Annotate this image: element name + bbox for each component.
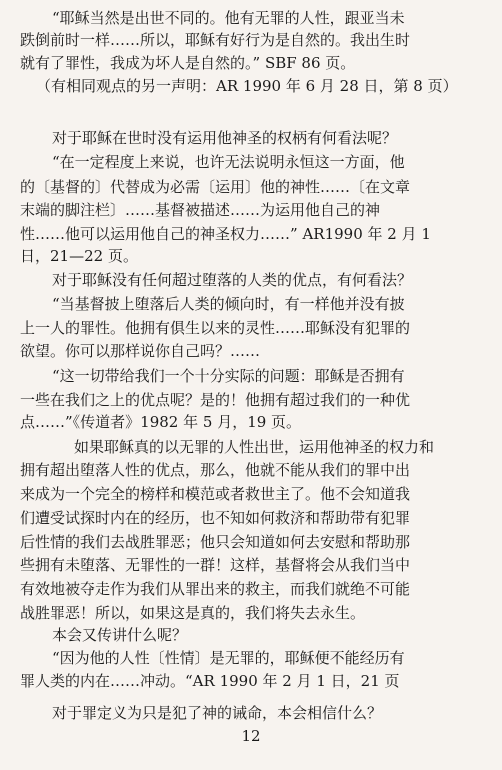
text-line: 些拥有未堕落、无罪性的一群！这样，基督将会从我们当中 bbox=[20, 556, 411, 574]
text-line: 就有了罪性，我成为坏人是自然的。” SBF 86 页。 bbox=[20, 54, 356, 72]
text-line: 的〔基督的〕代替成为必需〔运用〕他的神性……〔在文章 bbox=[20, 178, 411, 196]
text-line: 战胜罪恶！所以，如果这是真的，我们将失去永生。 bbox=[20, 604, 366, 622]
text-line: “在一定程度上来说，也许无法说明永恒这一方面，他 bbox=[52, 153, 405, 171]
text-line: 性……他可以运用他自己的神圣权力……” AR1990 年 2 月 1 bbox=[20, 225, 431, 243]
text-line: 上一人的罪性。他拥有俱生以来的灵性……耶稣没有犯罪的 bbox=[20, 319, 411, 337]
text-line: 欲望。你可以那样说你自己吗？…… bbox=[20, 342, 261, 360]
text-line: 跌倒前时一样……所以，耶稣有好行为是自然的。我出生时 bbox=[20, 31, 411, 49]
text-line: 对于耶稣没有任何超过堕落的人类的优点，有何看法？ bbox=[52, 271, 413, 289]
text-line: 拥有超出堕落人性的优点，那么，他就不能从我们的罪中出 bbox=[20, 461, 411, 479]
text-line: 日，21—22 页。 bbox=[20, 247, 138, 265]
text-line: 对于耶稣在世时没有运用他神圣的权柄有何看法呢？ bbox=[52, 129, 398, 147]
text-line: 如果耶稣真的以无罪的人性出世，运用他神圣的权力和 bbox=[74, 438, 435, 456]
text-line: 末端的脚注栏〕……基督被描述……为运用他自己的神 bbox=[20, 201, 381, 219]
text-line: “耶稣当然是出世不同的。他有无罪的人性，跟亚当未 bbox=[52, 9, 405, 27]
text-line: “当基督披上堕落后人类的倾向时，有一样他并没有披 bbox=[52, 295, 405, 313]
text-line: 罪人类的内在……冲动。“AR 1990 年 2 月 1 日，21 页 bbox=[20, 672, 400, 690]
text-line: 们遭受试探时内在的经历，也不知如何救济和帮助带有犯罪 bbox=[20, 509, 411, 527]
text-line: 本会又传讲什么呢？ bbox=[52, 626, 188, 644]
text-line: 一些在我们之上的优点呢？是的！他拥有超过我们的一种优 bbox=[20, 391, 411, 409]
text-line: 有效地被夺走作为我们从罪出来的救主，而我们就绝不可能 bbox=[20, 580, 411, 598]
text-line: （有相同观点的另一声明：AR 1990 年 6 月 28 日，第 8 页） bbox=[36, 77, 458, 95]
page-number: 12 bbox=[241, 727, 261, 745]
text-line: 来成为一个完全的榜样和模范或者救世主了。他不会知道我 bbox=[20, 485, 411, 503]
text-line: “这一切带给我们一个十分实际的问题：耶稣是否拥有 bbox=[52, 367, 405, 385]
text-line: 对于罪定义为只是犯了神的诫命，本会相信什么？ bbox=[52, 704, 383, 722]
text-line: 后性情的我们去战胜罪恶；他只会知道如何去安慰和帮助那 bbox=[20, 533, 411, 551]
text-line: 点……”《传道者》1982 年 5 月，19 页。 bbox=[20, 413, 302, 431]
text-line: “因为他的人性〔性情〕是无罪的，耶稣便不能经历有 bbox=[52, 649, 405, 667]
